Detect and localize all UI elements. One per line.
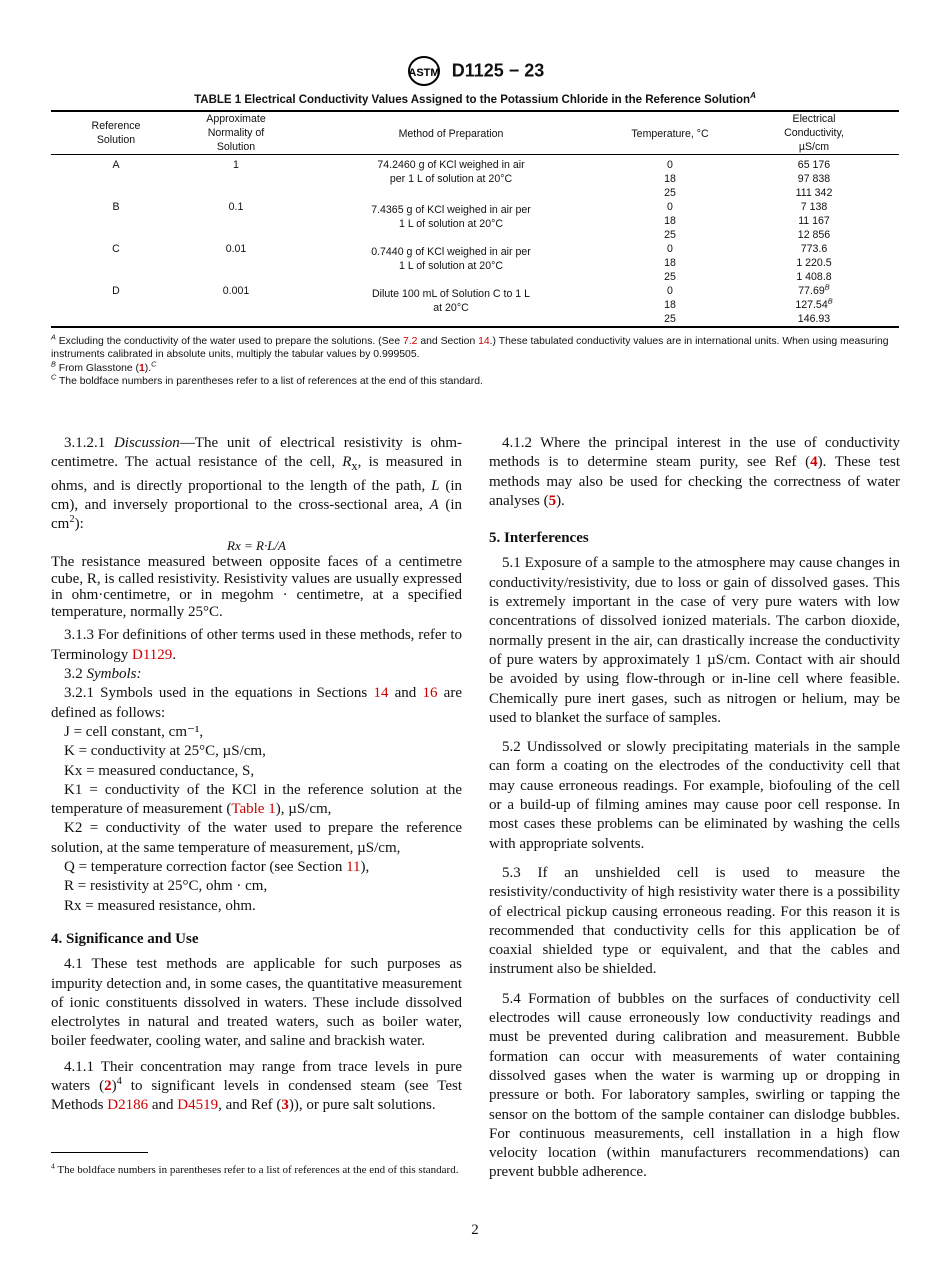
ref-link-4[interactable]: 4 xyxy=(810,454,818,471)
cell-temperature: 0 xyxy=(667,285,673,297)
cell-temperature: 25 xyxy=(664,271,676,283)
ref-link-3[interactable]: 3 xyxy=(281,1097,289,1114)
cell-empty xyxy=(181,256,291,270)
conductivity-table xyxy=(51,110,899,328)
paragraph-3-2-1: 3.2.1 Symbols used in the equations in Sections 14 and 16 are defined as follows: xyxy=(51,685,462,721)
cell-temperature: 25 xyxy=(664,229,676,241)
paragraph-4-1-2: 4.1.2 Where the principal interest in the use of conductivity methods is to determine steam purity, see Ref (4). These test methods may also be used for checking the correctness of water analyses (5). xyxy=(489,435,900,509)
table-footnotes xyxy=(51,332,901,388)
link-section-14[interactable]: 14 xyxy=(478,336,490,347)
cell-method: 0.7440 g of KCl weighed in air per 1 L of solution at 20°C xyxy=(371,246,531,272)
symbol-r: R = resistivity at 25°C, ohm · cm, xyxy=(64,878,268,895)
cell-conductivity: 65 176 xyxy=(797,159,831,171)
cell-temperature: 0 xyxy=(667,159,673,171)
cell-temperature: 0 xyxy=(667,201,673,213)
cell-empty xyxy=(51,172,181,186)
cell-empty xyxy=(181,172,291,186)
symbol-k2: K2 = conductivity of the water used to prepare the reference solution, at the same temperature of measurement, µS/cm, xyxy=(51,820,462,856)
cell-solution: B xyxy=(112,201,120,213)
cell-temperature: 0 xyxy=(667,243,673,255)
cell-conductivity: $77.69^B$ xyxy=(798,282,830,297)
cell-temperature: 18 xyxy=(664,173,676,185)
page-header xyxy=(0,56,950,86)
ref-link-1[interactable]: 1 xyxy=(139,362,145,374)
paragraph-5-2: 5.2 Undissolved or slowly precipitating materials in the sample can form a coating on the electrodes of the conductivity cell that may cause erroneous readings. For example, biofouling of the cell or a build-up of filming amines may cause poor cell response. In most cases these problems can be eliminated by washing the cells with appropriate solvents. xyxy=(489,739,900,852)
table-caption: TABLE 1 Electrical Conductivity Values Assigned to the Potassium Chloride in the Reference Solution$^A$ xyxy=(194,91,756,106)
col-header: Electrical Conductivity, µS/cm xyxy=(784,113,844,153)
paragraph-4-1-1: 4.1.1 Their concentration may range from trace levels in pure waters $(2)^4$ to significant levels in condensed steam (see Test Methods D2186 and D4519, and Ref (3)), or pure salt solutions. xyxy=(51,1058,462,1114)
cell-temperature: 18 xyxy=(664,215,676,227)
equation: Rx = R·L/A xyxy=(227,538,286,554)
link-d4519[interactable]: D4519 xyxy=(177,1097,219,1114)
right-column xyxy=(489,434,900,1183)
cell-empty xyxy=(51,186,181,200)
cell-empty xyxy=(181,312,291,327)
table-row xyxy=(51,284,899,298)
paragraph-3-1-3: 3.1.3 For definitions of other terms used in these methods, refer to Terminology D1129. xyxy=(51,627,462,663)
link-7-2[interactable]: 7.2 xyxy=(403,336,418,347)
section-heading-4: 4. Significance and Use xyxy=(51,930,199,947)
footnote-a: $^A$ Excluding the conductivity of the water used to prepare the solutions. (See 7.2 and Section 14.) These tabulated conductivity values are in international units. When using measuring instruments calibrated in absolute units, multiply the tabular values by 0.999505. xyxy=(51,332,889,361)
symbol-rx: Rx = measured resistance, ohm. xyxy=(64,897,256,914)
cell-empty xyxy=(181,186,291,200)
cell-conductivity: 146.93 xyxy=(797,313,831,325)
col-header: Approximate Normality of Solution xyxy=(206,113,266,153)
cell-conductivity: 7 138 xyxy=(800,201,828,213)
cell-empty xyxy=(51,298,181,312)
cell-conductivity: 97 838 xyxy=(797,173,831,185)
cell-temperature: 18 xyxy=(664,257,676,269)
link-section-14[interactable]: 14 xyxy=(373,685,389,702)
symbol-k1: K1 = conductivity of the KCl in the reference solution at the temperature of measurement (Table 1), µS/cm, xyxy=(51,781,462,818)
paragraph-3-2: 3.2 Symbols: xyxy=(64,666,142,683)
astm-logo-icon xyxy=(406,56,442,86)
table-row xyxy=(51,242,899,256)
left-column xyxy=(51,434,462,1116)
link-d2186[interactable]: D2186 xyxy=(107,1097,149,1114)
cell-solution: D xyxy=(112,285,120,297)
paragraph-5-1: 5.1 Exposure of a sample to the atmosphere may cause changes in conductivity/resistivity, due to loss or gain of dissolved gases. This is extremely important in the case of very pure waters with low concentrations of dissolved ionized materials. The carbon dioxide, normally present in the air, can drastically increase the conductivity of pure waters by approximately 1 µS/cm. Contact with air should be avoided by using flow-through or in-line cell where feasible. Chemically pure inert gases, such as nitrogen or helium, may be used to blanket the surface of samples. xyxy=(489,555,900,726)
footnote-b: $^B$ From Glasstone (1).$^C$ xyxy=(51,359,157,374)
paragraph-3-1-2-1: 3.1.2.1 Discussion—The unit of electrical resistivity is ohm-centimetre. The actual resistance of the cell, $R_x$, is measured in ohms, and is directly proportional to the length of the path, L (in cm), and inversely proportional to the cross-sectional area, A (in $cm^2$): xyxy=(51,435,463,533)
cell-conductivity: 12 856 xyxy=(797,229,831,241)
cell-temperature: 25 xyxy=(664,313,676,325)
cell-temperature: 25 xyxy=(664,187,676,199)
cell-conductivity: 1 220.5 xyxy=(796,257,832,269)
cell-normality: 0.001 xyxy=(222,285,250,297)
cell-method: 7.4365 g of KCl weighed in air per 1 L of solution at 20°C xyxy=(371,204,531,230)
cell-solution: A xyxy=(112,159,120,171)
cell-empty xyxy=(51,312,181,327)
cell-empty xyxy=(51,256,181,270)
cell-conductivity: 111 342 xyxy=(795,187,833,199)
paragraph-resistivity: The resistance measured between opposite faces of a centimetre cube, R, is called resistivity. Resistivity values are usually expressed in ohm·centimetre, or in megohm · centimetre, at a specified temperature, normally 25°C. xyxy=(51,554,462,620)
symbol-j: J = cell constant, cm⁻¹, xyxy=(64,723,204,740)
cell-normality: 1 xyxy=(233,159,239,171)
cell-method: Dilute 100 mL of Solution C to 1 L at 20°C xyxy=(371,288,531,314)
footnote-4: $^4$ The boldface numbers in parentheses refer to a list of references at the end of this standard. xyxy=(51,1161,459,1176)
cell-temperature: 18 xyxy=(664,299,676,311)
cell-empty xyxy=(181,228,291,242)
cell-normality: 0.01 xyxy=(225,243,247,255)
cell-empty xyxy=(51,270,181,284)
symbol-q: Q = temperature correction factor (see Section 11), xyxy=(64,859,370,876)
cell-conductivity: 773.6 xyxy=(800,243,828,255)
symbol-k: K = conductivity at 25°C, µS/cm, xyxy=(64,743,266,760)
page-number: 2 xyxy=(471,1222,479,1238)
cell-empty xyxy=(181,214,291,228)
cell-method: 74.2460 g of KCl weighed in air per 1 L of solution at 20°C xyxy=(377,159,525,185)
link-section-16[interactable]: 16 xyxy=(422,685,438,702)
symbol-kx: Kx = measured conductance, S, xyxy=(64,762,255,779)
cell-empty xyxy=(181,270,291,284)
cell-empty xyxy=(51,228,181,242)
col-header: Reference Solution xyxy=(91,120,141,146)
col-header: Method of Preparation xyxy=(398,127,504,140)
link-d1129[interactable]: D1129 xyxy=(132,646,173,663)
footnote-divider xyxy=(51,1152,148,1153)
table-row xyxy=(51,155,899,173)
link-section-11[interactable]: 11 xyxy=(346,859,361,876)
cell-empty xyxy=(181,298,291,312)
section-heading-5: 5. Interferences xyxy=(489,530,589,547)
col-header: Temperature, °C xyxy=(631,127,709,140)
paragraph-5-4: 5.4 Formation of bubbles on the surfaces of conductivity cell electrodes will cause erroneously low conductivity readings and must be prevented during calibration and measurement. Bubble formation can occur with measurements of water containing dissolved gases when the water is warming up or dropping in pressure or both. For laboratory samples, swirling or tapping the sensor on the bottom of the sample container can dislodge bubbles. For continuous measurements, cell installation in a high flow velocity location (within manufacturers recommendations) can prevent bubble adherence. xyxy=(489,990,900,1181)
footnote-c: $^C$ The boldface numbers in parentheses refer to a list of references at the end of this standard. xyxy=(51,372,483,387)
cell-empty xyxy=(51,214,181,228)
cell-conductivity: 1 408.8 xyxy=(796,271,832,283)
paragraph-5-3: 5.3 If an unshielded cell is used to measure the resistivity/conductivity of high resistivity water there is a possibility of electrical pickup causing erroneous reading. For this reason it is recommended that conductivity cells for this application be of coaxial shielded type or equivalent, and that the cables and instrument also be shielded. xyxy=(489,864,900,978)
cell-conductivity: 11 167 xyxy=(798,215,830,227)
ref-link-5[interactable]: 5 xyxy=(548,492,557,509)
cell-conductivity: $127.54^B$ xyxy=(795,296,833,311)
paragraph-4-1: 4.1 These test methods are applicable for such purposes as impurity detection and, in some cases, the quantitative measurement of ionic constituents dissolved in waters. These include dissolved electrolytes in natural and treated waters, such as boiler water, boiler feedwater, cooling water, and saline and brackish water. xyxy=(51,956,462,1050)
svg-text:ASTM: ASTM xyxy=(408,67,440,79)
link-table-1[interactable]: Table 1 xyxy=(231,801,276,818)
cell-normality: 0.1 xyxy=(228,201,244,213)
designation: D1125 − 23 xyxy=(451,60,545,81)
table-row xyxy=(51,200,899,214)
ref-link-2[interactable]: 2 xyxy=(104,1078,112,1095)
cell-solution: C xyxy=(112,243,120,255)
